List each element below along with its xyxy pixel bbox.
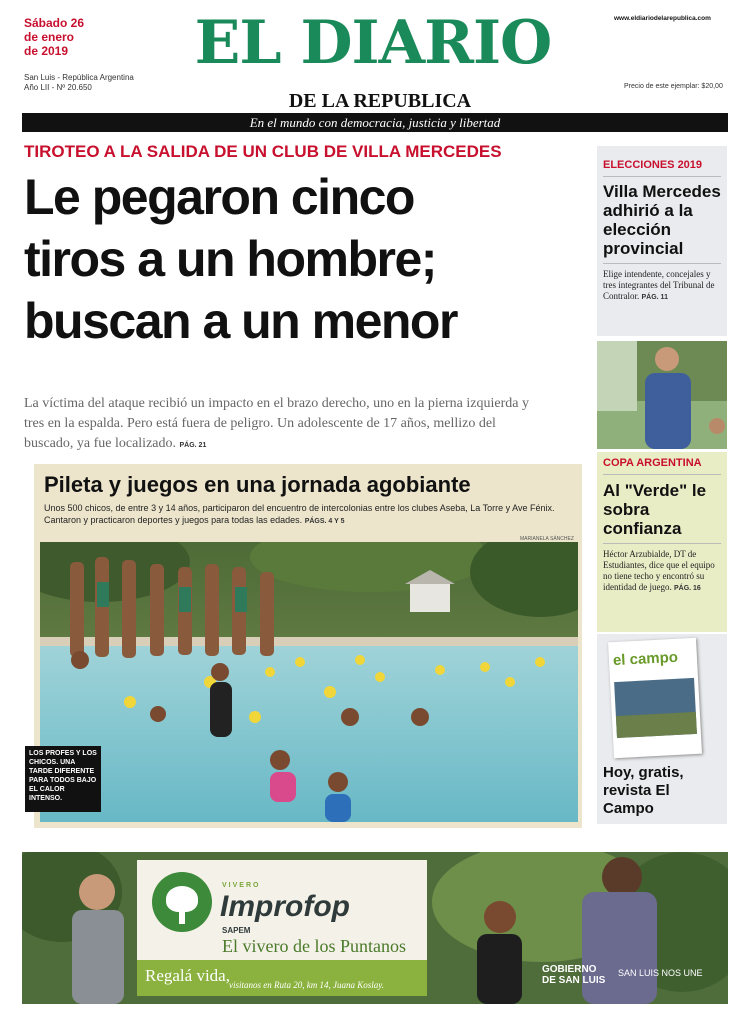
coach-photo-illustration [597,341,727,449]
coach-photo[interactable] [597,341,727,449]
divider [603,263,721,264]
newspaper-logo[interactable]: EL DIARIO [194,8,552,78]
divider [603,543,721,544]
photo-credit: MARIANELA SÁNCHEZ [520,536,574,542]
page-reference: PÁG. 21 [179,442,207,449]
ad-brand-small: VIVERO [222,882,261,889]
ad-cta: Regalá vida, [145,966,230,985]
location-text: San Luis - República Argentina [24,73,134,82]
ad-address: visitanos en Ruta 20, km 14, Juana Koslay. [229,980,384,990]
feature-text [44,502,574,526]
tree-trunk-icon [179,910,185,924]
feature-body: Unos 500 chicos, de entre 3 y 14 años, participaron del encuentro de intercolonias entre los clubes Aseba, La Torre y Ave Fénix. Cantaron y practicaron deportes y juegos para todas las edades. [44,503,555,525]
pool-photo[interactable] [40,542,578,822]
date-line: de 2019 [24,44,69,58]
divider [603,176,721,177]
headline-line: tiros a un hombre; [24,231,436,287]
sidebar-story-copa[interactable] [597,452,727,632]
magazine-cover-field [616,712,697,738]
magazine-cover[interactable] [608,638,702,758]
sidebar-story-elections[interactable] [597,146,727,336]
page-reference: PÁG. 11 [641,294,668,301]
tagline-bar: En el mundo con democracia, justicia y libertad [22,113,728,132]
tree-crown-icon [166,886,198,912]
magazine-cover-photo [614,678,697,738]
price-label: Precio de este ejemplar: $20,00 [624,83,723,90]
edition-date [24,16,104,58]
ad-motto: SAN LUIS NOS UNE [618,968,703,978]
page-reference: PÁGS. 4 Y 5 [304,518,345,525]
sidebar-kicker: COPA ARGENTINA [603,457,702,469]
ad-brand: Improfop [220,890,350,923]
main-story-lede [24,394,544,454]
main-headline[interactable] [24,166,589,352]
feature-title[interactable]: Pileta y juegos en una jornada agobiante [44,472,471,497]
issue-number: Año LII - Nº 20.650 [24,83,92,92]
ad-government: GOBIERNO DE SAN LUIS [542,964,606,986]
divider [603,474,721,475]
sidebar-text [603,549,721,593]
main-story-kicker[interactable]: TIROTEO A LA SALIDA DE UN CLUB DE VILLA MERCEDES [24,142,502,161]
pool-photo-illustration [40,542,578,822]
sidebar-kicker: ELECCIONES 2019 [603,159,703,171]
page-reference: PÁG. 16 [673,585,701,592]
ad-cta-bar [137,960,427,996]
magazine-promo-text: Hoy, gratis, revista El Campo [603,764,684,817]
ad-slogan: El vivero de los Puntanos [222,936,406,956]
date-line: de enero [24,30,75,44]
tree-logo-icon [152,872,212,932]
headline-line: buscan a un menor [24,293,457,349]
lede-text: La víctima del ataque recibió un impacto en el brazo derecho, uno en la pierna izquierda y tres en la espalda. Pero está fuera de peligro. Un adolescente de 17 años, mellizo del buscado, ya fue localizado. [24,396,529,451]
sidebar-headline: Villa Mercedes adhirió a la elección provincial [603,182,721,258]
sidebar-magazine-promo[interactable] [597,634,727,824]
headline-line: Le pegaron cinco [24,169,414,225]
ad-brand-sub: SAPEM [222,926,251,935]
date-line: Sábado 26 [24,16,85,30]
sidebar-headline: Al "Verde" le sobra confianza [603,481,707,538]
edition-info [24,73,134,93]
sidebar-body: Elige intendente, concejales y tres integrantes del Tribunal de Contralor. [603,269,715,301]
website-link[interactable]: www.eldiariodelarepublica.com [614,15,711,22]
newspaper-logo-subtitle: DE LA REPUBLICA [288,90,472,112]
advertisement[interactable] [22,852,728,1004]
photo-caption: LOS PROFES Y LOS CHICOS. UNA TARDE DIFERENTE PARA TODOS BAJO EL CALOR INTENSO. [25,746,101,812]
magazine-title: el campo [612,648,679,670]
sidebar-body: Héctor Arzubialde, DT de Estudiantes, dice que el equipo no tiene techo y encontró su identidad de juego. [603,549,715,592]
sidebar-text [603,269,721,302]
